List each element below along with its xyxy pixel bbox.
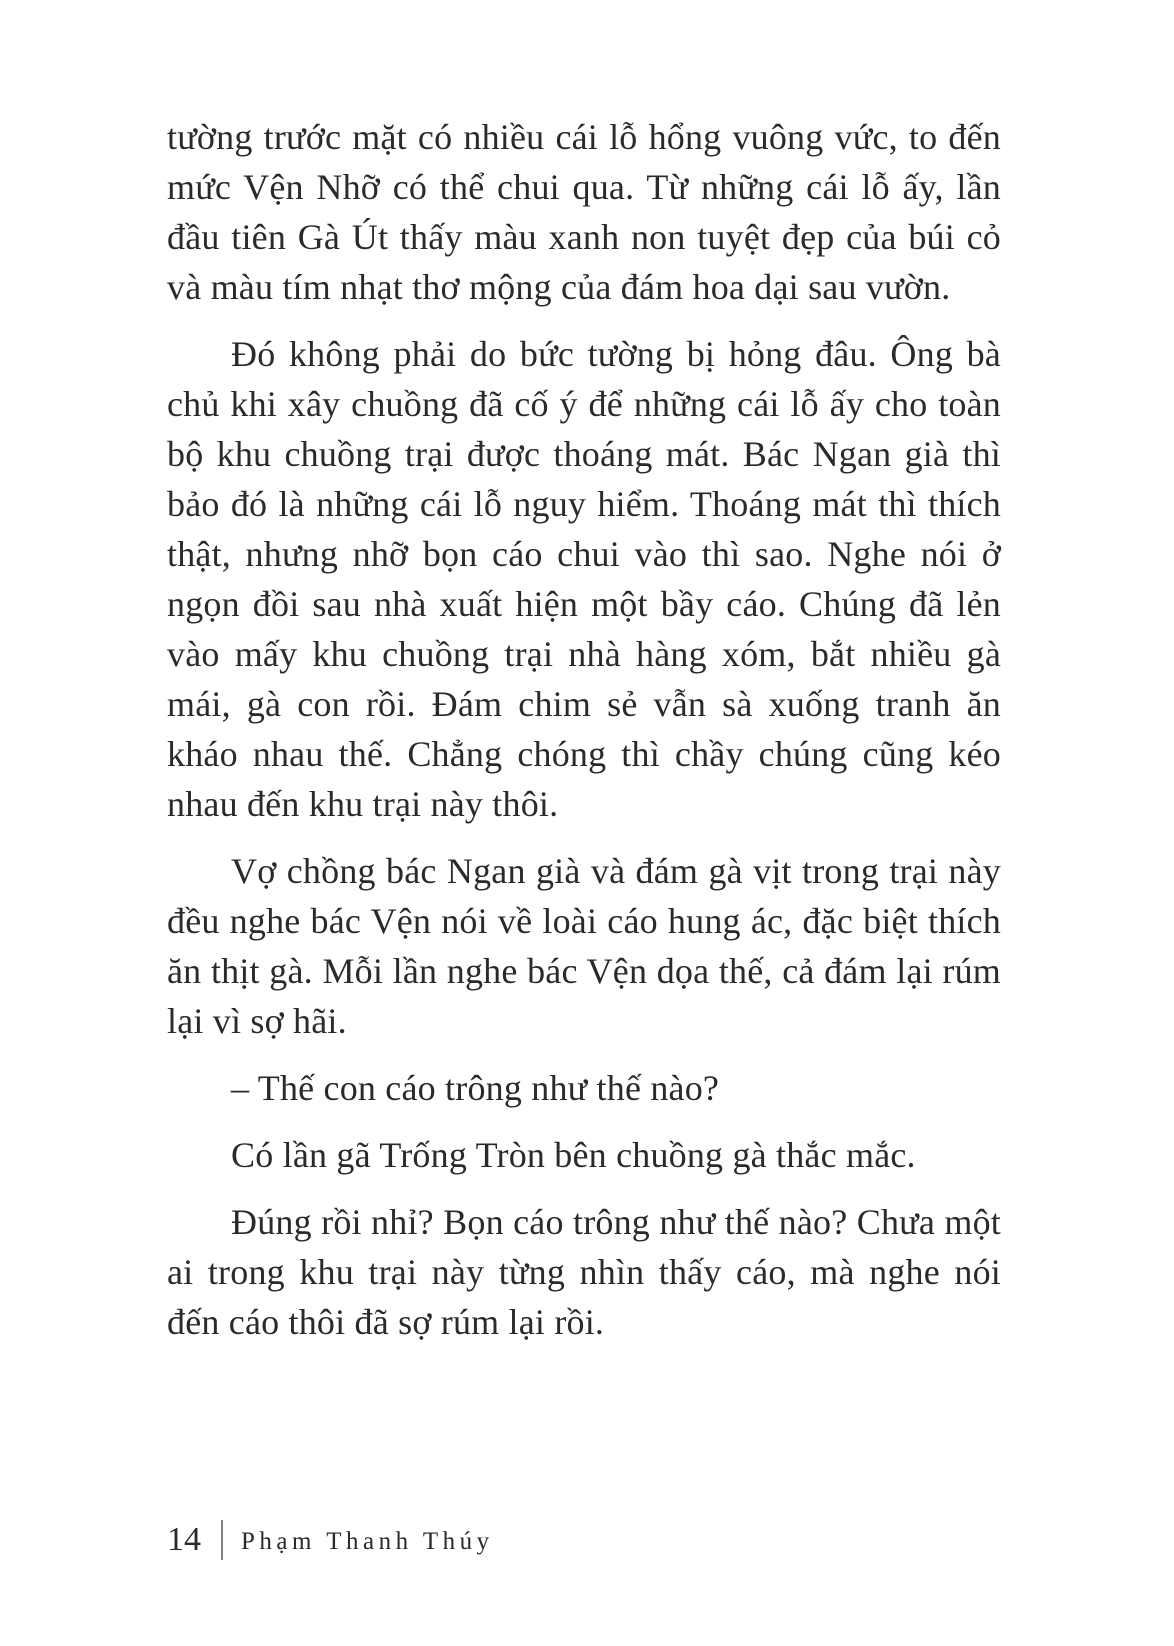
dialogue-paragraph: – Thế con cáo trông như thế nào? — [231, 1068, 720, 1108]
body-paragraph: Đó không phải do bức tường bị hỏng đâu. Ông bà chủ khi xây chuồng đã cố ý để những cái lỗ ấy cho toàn bộ khu chuồng trại được thoáng mát. Bác Ngan già thì bảo đó là những cái lỗ nguy hiểm. Thoáng mát thì thích thật, nhưng nhỡ bọn cáo chui vào thì sao. Nghe nói ở ngọn đồi sau nhà xuất hiện một bầy cáo. Chúng đã lẻn vào mấy khu chuồng trại nhà hàng xóm, bắt nhiều gà mái, gà con rồi. Đám chim sẻ vẫn sà xuống tranh ăn kháo nhau thế. Chẳng chóng thì chầy chúng cũng kéo nhau đến khu trại này thôi. — [167, 334, 1001, 824]
page-text-block — [167, 112, 1001, 1347]
body-paragraph: Đúng rồi nhỉ? Bọn cáo trông như thế nào? Chưa một ai trong khu trại này từng nhìn thấy cáo, mà nghe nói đến cáo thôi đã sợ rúm lại rồi. — [167, 1202, 1001, 1342]
author-name: Phạm Thanh Thúy — [241, 1528, 494, 1555]
body-paragraph: Vợ chồng bác Ngan già và đám gà vịt trong trại này đều nghe bác Vện nói về loài cáo hung ác, đặc biệt thích ăn thịt gà. Mỗi lần nghe bác Vện dọa thế, cả đám lại rúm lại vì sợ hãi. — [167, 851, 1001, 1041]
page-number: 14 — [167, 1521, 201, 1558]
footer-divider — [221, 1520, 223, 1560]
page-footer — [167, 1520, 494, 1560]
body-paragraph: tường trước mặt có nhiều cái lỗ hổng vuông vức, to đến mức Vện Nhỡ có thể chui qua. Từ những cái lỗ ấy, lần đầu tiên Gà Út thấy màu xanh non tuyệt đẹp của búi cỏ và màu tím nhạt thơ mộng của đám hoa dại sau vườn. — [167, 117, 1001, 307]
body-paragraph: Có lần gã Trống Tròn bên chuồng gà thắc mắc. — [231, 1135, 916, 1175]
